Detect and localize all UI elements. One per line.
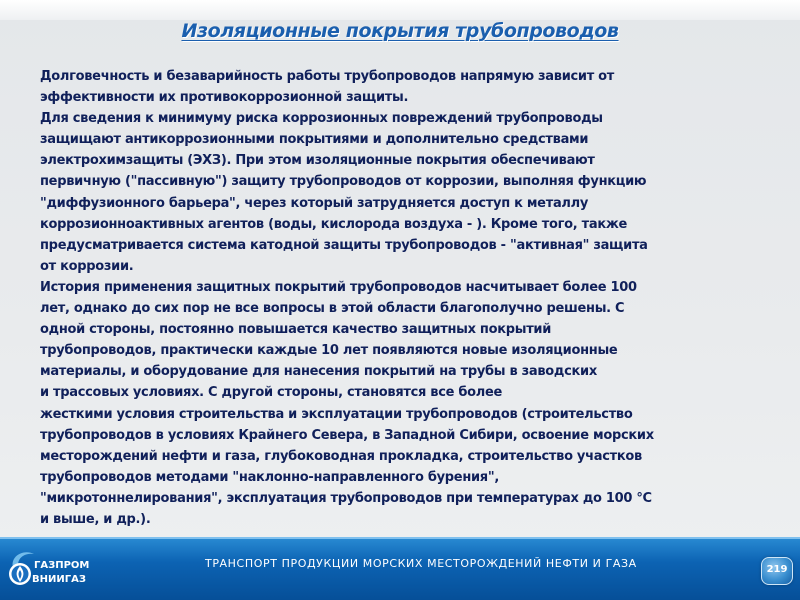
body-line: "микротоннелирования", эксплуатация трубопроводов при температурах до 100 °С: [40, 490, 652, 506]
body-line: Долговечность и безаварийность работы трубопроводов напрямую зависит от: [40, 69, 615, 84]
body-line: коррозионноактивных агентов (воды, кислорода воздуха - ). Кроме того, также: [40, 216, 627, 232]
body-paragraph: [40, 108, 755, 277]
body-line: эффективности их противокоррозионной защиты.: [40, 90, 409, 106]
page-number: 219: [766, 564, 788, 575]
logo-text-top: ГАЗПРОМ: [34, 560, 90, 571]
body-line: лет, однако до сих пор не все вопросы в этой области благополучно решены. С: [40, 301, 625, 317]
body-line: трубопроводов, практически каждые 10 лет появляются новые изоляционные: [40, 343, 618, 359]
body-line: и выше, и др.).: [40, 511, 151, 527]
body-line: защищают антикоррозионными покрытиями и дополнительно средствами: [40, 132, 589, 148]
body-text: [40, 66, 755, 530]
footer-bar: [0, 537, 800, 600]
body-line: одной стороны, постоянно повышается качество защитных покрытий: [40, 322, 552, 338]
top-band: [0, 0, 800, 20]
body-line: трубопроводов в условиях Крайнего Севера, в Западной Сибири, освоение морских: [40, 427, 654, 443]
slide-title: Изоляционные покрытия трубопроводов: [181, 20, 619, 42]
logo-text-bottom: ВНИИГАЗ: [32, 574, 86, 585]
body-line: трубопроводов методами "наклонно-направленного бурения",: [40, 469, 499, 485]
body-line: Для сведения к минимуму риска коррозионных повреждений трубопроводы: [40, 111, 603, 127]
body-line: предусматривается система катодной защиты трубопроводов - "активная" защита: [40, 237, 648, 253]
body-line: электрохимзащиты (ЭХЗ). При этом изоляционные покрытия обеспечивают: [40, 153, 595, 169]
body-line: "диффузионного барьера", через который затрудняется доступ к металлу: [40, 195, 589, 211]
footer-highlight: [0, 537, 800, 539]
course-title: ТРАНСПОРТ ПРОДУКЦИИ МОРСКИХ МЕСТОРОЖДЕНИЙ НЕФТИ И ГАЗА: [205, 557, 637, 570]
body-line: первичную ("пассивную") защиту трубопроводов от коррозии, выполняя функцию: [40, 174, 647, 190]
body-paragraph: [40, 277, 755, 530]
body-line: и трассовых условиях. С другой стороны, становятся все более: [40, 385, 503, 401]
body-line: месторождений нефти и газа, глубоководная прокладка, строительство участков: [40, 448, 642, 464]
body-line: жесткими условия строительства и эксплуатации трубопроводов (строительство: [40, 406, 633, 422]
body-line: История применения защитных покрытий трубопроводов насчитывает более 100: [40, 279, 637, 295]
body-line: материалы, и оборудование для нанесения покрытий на трубы в заводских: [40, 364, 597, 380]
body-line: от коррозии.: [40, 258, 134, 274]
gazprom-logo: [4, 544, 104, 592]
body-paragraph: [40, 66, 755, 108]
page-number-badge: [761, 557, 793, 585]
